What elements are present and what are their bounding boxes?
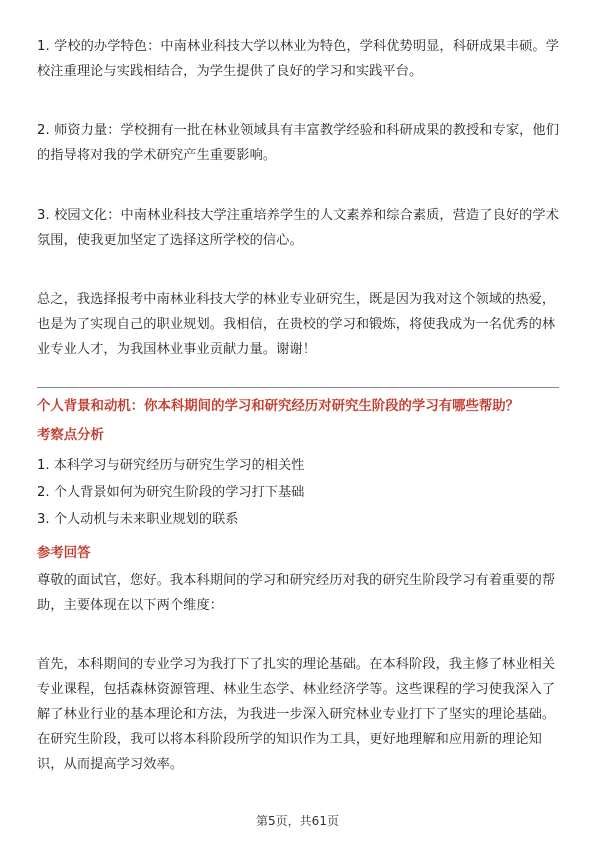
analysis-item: 2. 个人背景如何为研究生阶段的学习打下基础 — [37, 485, 305, 500]
analysis-list — [37, 452, 559, 533]
answer-paragraph-first: 首先，本科期间的专业学习为我打下了扎实的理论基础。在本科阶段，我主修了林业相关专业课程，包括森林资源管理、林业生态学、林业经济学等。这些课程的学习使我深入了解了林业行业的基本理论和方法，为我进一步深入研究林业专业打下了坚实的理论基础。在研究生阶段，我可以将本科阶段所学的知识作为工具，更好地理解和应用新的理论知识，从而提高学习效率。 — [37, 657, 556, 772]
answer-heading: 参考回答 — [37, 546, 91, 561]
answer-paragraph-intro: 尊敬的面试官，您好。我本科期间的学习和研究经历对我的研究生阶段学习有着重要的帮助，主要体现在以下两个维度： — [37, 573, 556, 613]
paragraph-campus-culture: 3. 校园文化：中南林业科技大学注重培养学生的人文素养和综合素质，营造了良好的学术氛围，使我更加坚定了选择这所学校的信心。 — [37, 208, 559, 248]
section-divider — [37, 387, 559, 388]
paragraph-school-features: 1. 学校的办学特色：中南林业科技大学以林业为特色，学科优势明显，科研成果丰硕。学校注重理论与实践相结合，为学生提供了良好的学习和实践平台。 — [37, 39, 559, 79]
analysis-heading: 考察点分析 — [37, 428, 104, 443]
paragraph-faculty: 2. 师资力量：学校拥有一批在林业领域具有丰富教学经验和科研成果的教授和专家，他们的指导将对我的学术研究产生重要影响。 — [37, 123, 559, 163]
analysis-item: 3. 个人动机与未来职业规划的联系 — [37, 512, 239, 527]
page-number: 第5页，共61页 — [256, 814, 339, 828]
question-heading: 个人背景和动机：你本科期间的学习和研究经历对研究生阶段的学习有哪些帮助？ — [37, 399, 520, 414]
paragraph-conclusion: 总之，我选择报考中南林业科技大学的林业专业研究生，既是因为我对这个领域的热爱，也是为了实现自己的职业规划。我相信，在贵校的学习和锻炼，将使我成为一名优秀的林业专业人才，为我国林业事业贡献力量。谢谢！ — [37, 292, 556, 357]
analysis-item: 1. 本科学习与研究经历与研究生学习的相关性 — [37, 458, 305, 473]
